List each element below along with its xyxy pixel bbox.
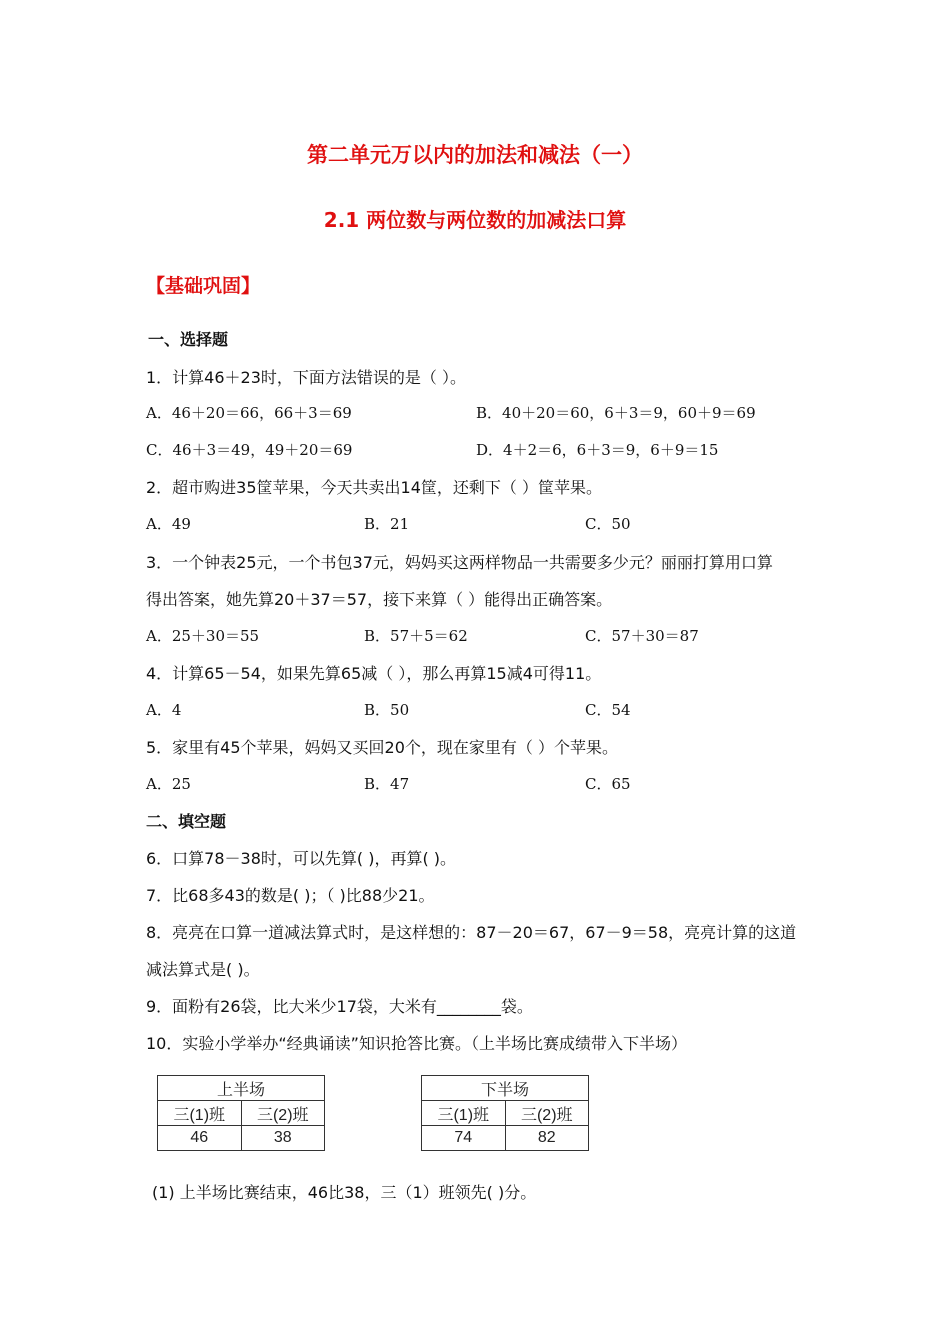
part2-heading: 二、填空题 [146,812,227,831]
question-1: 1．计算46＋23时，下面方法错误的是（ ）。 [146,368,466,387]
question-10-sub1: (1) 上半场比赛结束，46比38，三（1）班领先( )分。 [152,1183,537,1202]
question-5: 5．家里有45个苹果，妈妈又买回20个，现在家里有（ ）个苹果。 [146,738,618,757]
question-2: 2．超市购进35筐苹果，今天共卖出14筐，还剩下（ ）筐苹果。 [146,478,602,497]
q1-option-a: A．46＋20＝66，66＋3＝69 [146,404,352,422]
q4-option-c: C．54 [585,701,631,719]
question-3-line2: 得出答案，她先算20＋37＝57，接下来算（ ）能得出正确答案。 [146,590,613,609]
part1-heading: 一、选择题 [148,330,229,349]
q4-option-a: A．4 [146,701,182,719]
question-4: 4．计算65－54，如果先算65减（ ），那么再算15减4可得11。 [146,664,602,683]
question-6: 6．口算78－38时，可以先算( )，再算( )。 [146,849,457,868]
question-8-line2: 减法算式是( )。 [146,960,260,979]
lesson-subtitle: 2.1 两位数与两位数的加减法口算 [323,208,627,232]
question-10: 10．实验小学举办“经典诵读”知识抢答比赛。（上半场比赛成绩带入下半场） [146,1034,687,1053]
q3-option-c: C．57＋30＝87 [585,627,699,645]
table-header: 下半场 [422,1076,589,1101]
table-header: 上半场 [158,1076,325,1101]
question-3-line1: 3．一个钟表25元，一个书包37元，妈妈买这两样物品一共需要多少元？丽丽打算用口算 [146,553,773,572]
q5-option-b: B．47 [364,775,410,793]
first-half-score-table [157,1075,325,1151]
q1-option-b: B．40＋20＝60，6＋3＝9，60＋9＝69 [476,404,756,422]
q5-option-a: A．25 [146,775,191,793]
q2-option-a: A．49 [146,515,191,533]
second-half-score-table [421,1075,589,1151]
question-7: 7．比68多43的数是( )；（ )比88少21。 [146,886,435,905]
class-2-score: 38 [241,1126,325,1151]
question-8-line1: 8．亮亮在口算一道减法算式时，是这样想的：87－20＝67，67－9＝58，亮亮计算的这道 [146,923,797,942]
class-2-label: 三(2)班 [241,1101,325,1126]
q3-option-a: A．25＋30＝55 [146,627,260,645]
q3-option-b: B．57＋5＝62 [364,627,468,645]
question-9: 9．面粉有26袋，比大米少17袋，大米有________袋。 [146,997,533,1016]
q5-option-c: C．65 [585,775,631,793]
class-1-score: 46 [158,1126,242,1151]
class-1-label: 三(1)班 [158,1101,242,1126]
class-1-label: 三(1)班 [422,1101,506,1126]
class-1-score: 74 [422,1126,506,1151]
page-title: 第二单元万以内的加法和减法（一） [307,143,643,167]
class-2-score: 82 [505,1126,589,1151]
q4-option-b: B．50 [364,701,410,719]
q2-option-b: B．21 [364,515,410,533]
q2-option-c: C．50 [585,515,631,533]
class-2-label: 三(2)班 [505,1101,589,1126]
q1-option-d: D．4＋2＝6，6＋3＝9，6＋9＝15 [476,441,719,459]
section-heading: 【基础巩固】 [146,275,261,297]
q1-option-c: C．46＋3＝49，49＋20＝69 [146,441,353,459]
